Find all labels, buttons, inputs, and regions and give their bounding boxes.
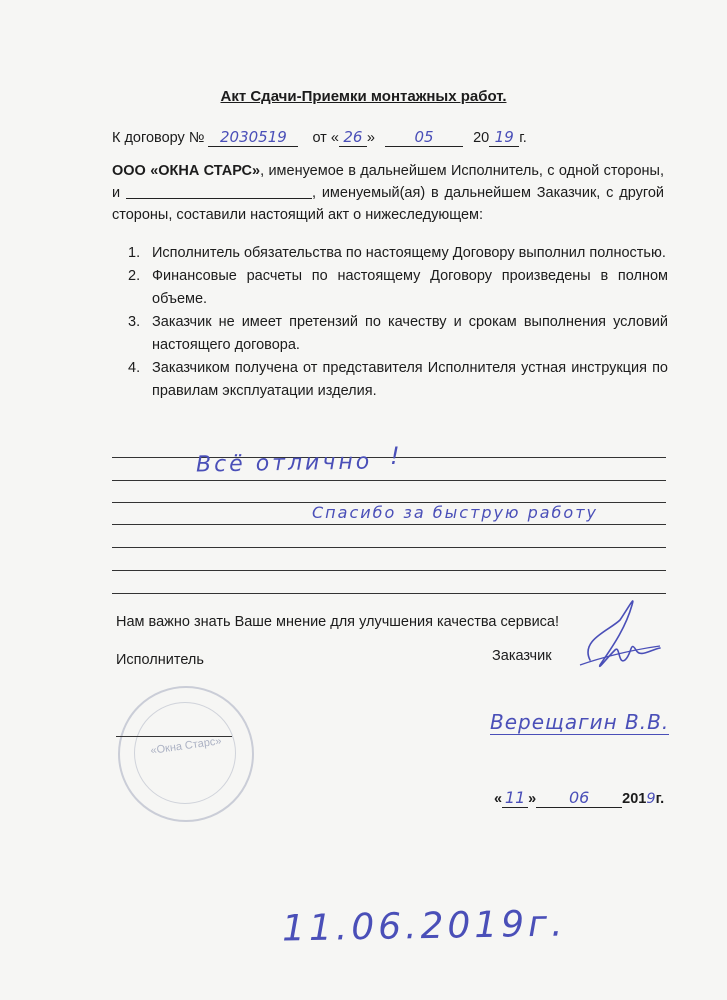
contract-day: 26 — [339, 128, 367, 147]
sign-date-year-end: г. — [655, 791, 665, 807]
sign-date-close: » — [528, 791, 537, 807]
customer-signature — [560, 590, 670, 690]
executor-signature-line — [116, 736, 232, 737]
stamp-text: «Окна Старс» — [149, 735, 223, 757]
contract-year-suffix: 19 — [489, 128, 519, 147]
sign-date-day: 11 — [502, 788, 528, 808]
contract-from-label: от « — [312, 130, 339, 146]
sign-date-month: 06 — [536, 788, 622, 808]
sign-date-open: « — [494, 791, 503, 807]
list-item-text: Заказчиком получена от представителя Исполнителя устная инструкция по правилам эксплуатации изделия. — [152, 360, 668, 399]
contract-line — [112, 128, 527, 147]
handwritten-date: 11.06.2019г. — [281, 903, 567, 950]
intro-text-1: , именуемое в дальнейшем Исполнитель, с одной стороны, и — [112, 163, 664, 201]
company-name: ООО «ОКНА СТАРС» — [112, 163, 261, 179]
contract-year-prefix: 20 — [473, 130, 490, 146]
feedback-line-1: Всё отлично — [195, 449, 373, 478]
contract-day-close: » — [366, 130, 375, 146]
list-item-number: 3. — [128, 314, 141, 330]
customer-blank — [126, 184, 312, 199]
intro-paragraph — [112, 160, 664, 226]
terms-list — [128, 242, 668, 403]
list-item-number: 2. — [128, 268, 141, 284]
list-item-text: Финансовые расчеты по настоящему Договору произведены в полном объеме. — [152, 268, 668, 307]
feedback-rule — [112, 524, 666, 525]
sign-date — [494, 788, 664, 808]
list-item — [128, 357, 668, 403]
customer-name: Верещагин В.В. — [490, 710, 670, 734]
list-item-number: 4. — [128, 360, 141, 376]
list-item — [128, 242, 668, 265]
contract-year-end: г. — [519, 130, 527, 146]
customer-label: Заказчик — [492, 648, 552, 664]
contract-number: 2030519 — [208, 128, 298, 147]
contract-prefix: К договору № — [112, 130, 205, 146]
feedback-line-2: Спасибо за быструю работу — [312, 503, 598, 522]
document-title: Акт Сдачи-Приемки монтажных работ. — [220, 88, 507, 105]
intro-text-2: , именуемый(ая) в дальнейшем Заказчик, с другой стороны, составили настоящий акт о нижеследующем: — [112, 185, 664, 223]
list-item — [128, 265, 668, 311]
list-item-number: 1. — [128, 245, 141, 261]
list-item-text: Заказчик не имеет претензий по качеству и срокам выполнения условий настоящего договора. — [152, 314, 668, 353]
contract-month: 05 — [385, 128, 463, 147]
sign-date-year-digit: 9 — [646, 791, 656, 807]
list-item — [128, 311, 668, 357]
feedback-rule — [112, 570, 666, 571]
feedback-rule — [112, 480, 666, 481]
executor-label: Исполнитель — [116, 652, 204, 668]
company-stamp — [118, 686, 254, 822]
sign-date-year-prefix: 201 — [622, 791, 647, 807]
feedback-rule — [112, 547, 666, 548]
list-item-text: Исполнитель обязательства по настоящему Договору выполнил полностью. — [152, 245, 666, 261]
opinion-text: Нам важно знать Ваше мнение для улучшения качества сервиса! — [116, 614, 560, 630]
feedback-exclaim: ! — [390, 442, 400, 470]
